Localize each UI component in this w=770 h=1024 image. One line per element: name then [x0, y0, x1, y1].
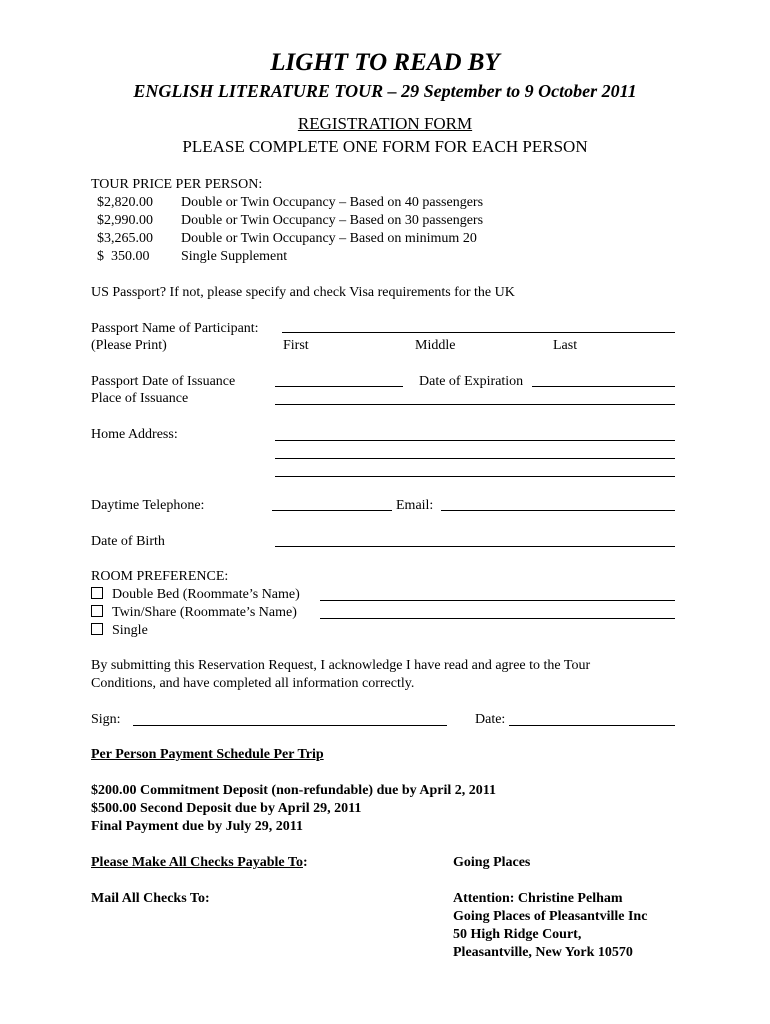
place-issuance-label: Place of Issuance	[91, 391, 189, 406]
sign-date-field[interactable]	[509, 725, 675, 726]
form-instruction: PLEASE COMPLETE ONE FORM FOR EACH PERSON	[182, 137, 588, 156]
dob-label: Date of Birth	[91, 534, 165, 549]
checkbox-twin[interactable]	[91, 605, 103, 617]
date-expiration-field[interactable]	[532, 386, 675, 387]
place-issuance-field[interactable]	[275, 404, 675, 405]
payable-colon: :	[302, 855, 308, 870]
home-address-field-2[interactable]	[275, 458, 675, 459]
payment-heading: Per Person Payment Schedule Per Trip	[91, 747, 324, 762]
payable-label-text: Please Make All Checks Payable To	[91, 855, 303, 870]
room-option-double[interactable]	[91, 586, 300, 604]
payment-item: $200.00 Commitment Deposit (non-refundable) due by April 2, 2011	[91, 783, 496, 798]
price-value: $3,265.00	[97, 231, 153, 246]
date-label: Date:	[475, 712, 506, 727]
room-option-single[interactable]	[91, 622, 148, 640]
payable-to: Going Places	[453, 855, 531, 870]
price-description: Double or Twin Occupancy – Based on 30 passengers	[181, 213, 484, 228]
home-address-field-3[interactable]	[275, 476, 675, 477]
price-description: Double or Twin Occupancy – Based on minimum 20	[181, 231, 477, 246]
signature-field[interactable]	[133, 725, 447, 726]
double-roommate-field[interactable]	[320, 600, 675, 601]
price-heading: TOUR PRICE PER PERSON:	[91, 177, 263, 192]
home-address-label: Home Address:	[91, 427, 178, 442]
first-name-caption: First	[283, 338, 309, 353]
room-option-twin[interactable]	[91, 604, 297, 622]
last-name-caption: Last	[553, 338, 578, 353]
date-issuance-label: Passport Date of Issuance	[91, 374, 236, 389]
checkbox-double[interactable]	[91, 587, 103, 599]
price-value: $ 350.00	[97, 249, 150, 264]
date-issuance-field[interactable]	[275, 386, 403, 387]
room-option-label: Double Bed (Roommate’s Name)	[112, 587, 300, 602]
payment-item: $500.00 Second Deposit due by April 29, 2011	[91, 801, 362, 816]
dob-field[interactable]	[275, 546, 675, 547]
twin-roommate-field[interactable]	[320, 618, 675, 619]
agreement-text-2: Conditions, and have completed all information correctly.	[91, 676, 415, 691]
passport-note: US Passport? If not, please specify and check Visa requirements for the UK	[91, 285, 515, 300]
payable-label	[91, 854, 308, 872]
home-address-field-1[interactable]	[275, 440, 675, 441]
agreement-text-1: By submitting this Reservation Request, I acknowledge I have read and agree to the Tour	[91, 658, 591, 673]
payment-item: Final Payment due by July 29, 2011	[91, 819, 303, 834]
date-expiration-label: Date of Expiration	[419, 374, 524, 389]
price-description: Single Supplement	[181, 249, 288, 264]
mail-address-line: 50 High Ridge Court,	[453, 927, 582, 942]
mail-address-line: Attention: Christine Pelham	[453, 891, 623, 906]
daytime-phone-label: Daytime Telephone:	[91, 498, 205, 513]
sign-label: Sign:	[91, 712, 121, 727]
tour-subtitle: ENGLISH LITERATURE TOUR – 29 September to 9 October 2011	[133, 81, 637, 101]
price-value: $2,990.00	[97, 213, 153, 228]
room-option-label: Single	[112, 623, 148, 638]
mail-label: Mail All Checks To:	[91, 891, 210, 906]
passport-name-label: Passport Name of Participant:	[91, 321, 259, 336]
price-description: Double or Twin Occupancy – Based on 40 passengers	[181, 195, 484, 210]
checkbox-single[interactable]	[91, 623, 103, 635]
daytime-phone-field[interactable]	[272, 510, 392, 511]
middle-name-caption: Middle	[415, 338, 456, 353]
form-title: REGISTRATION FORM	[297, 114, 473, 133]
document-title: LIGHT TO READ BY	[270, 49, 500, 76]
room-option-label: Twin/Share (Roommate’s Name)	[112, 605, 297, 620]
mail-address-line: Pleasantville, New York 10570	[453, 945, 633, 960]
passport-name-field[interactable]	[282, 332, 675, 333]
email-label: Email:	[396, 498, 434, 513]
price-value: $2,820.00	[97, 195, 153, 210]
please-print-label: (Please Print)	[91, 338, 167, 353]
mail-address-line: Going Places of Pleasantville Inc	[453, 909, 648, 924]
room-preference-heading: ROOM PREFERENCE:	[91, 569, 229, 584]
email-field[interactable]	[441, 510, 675, 511]
